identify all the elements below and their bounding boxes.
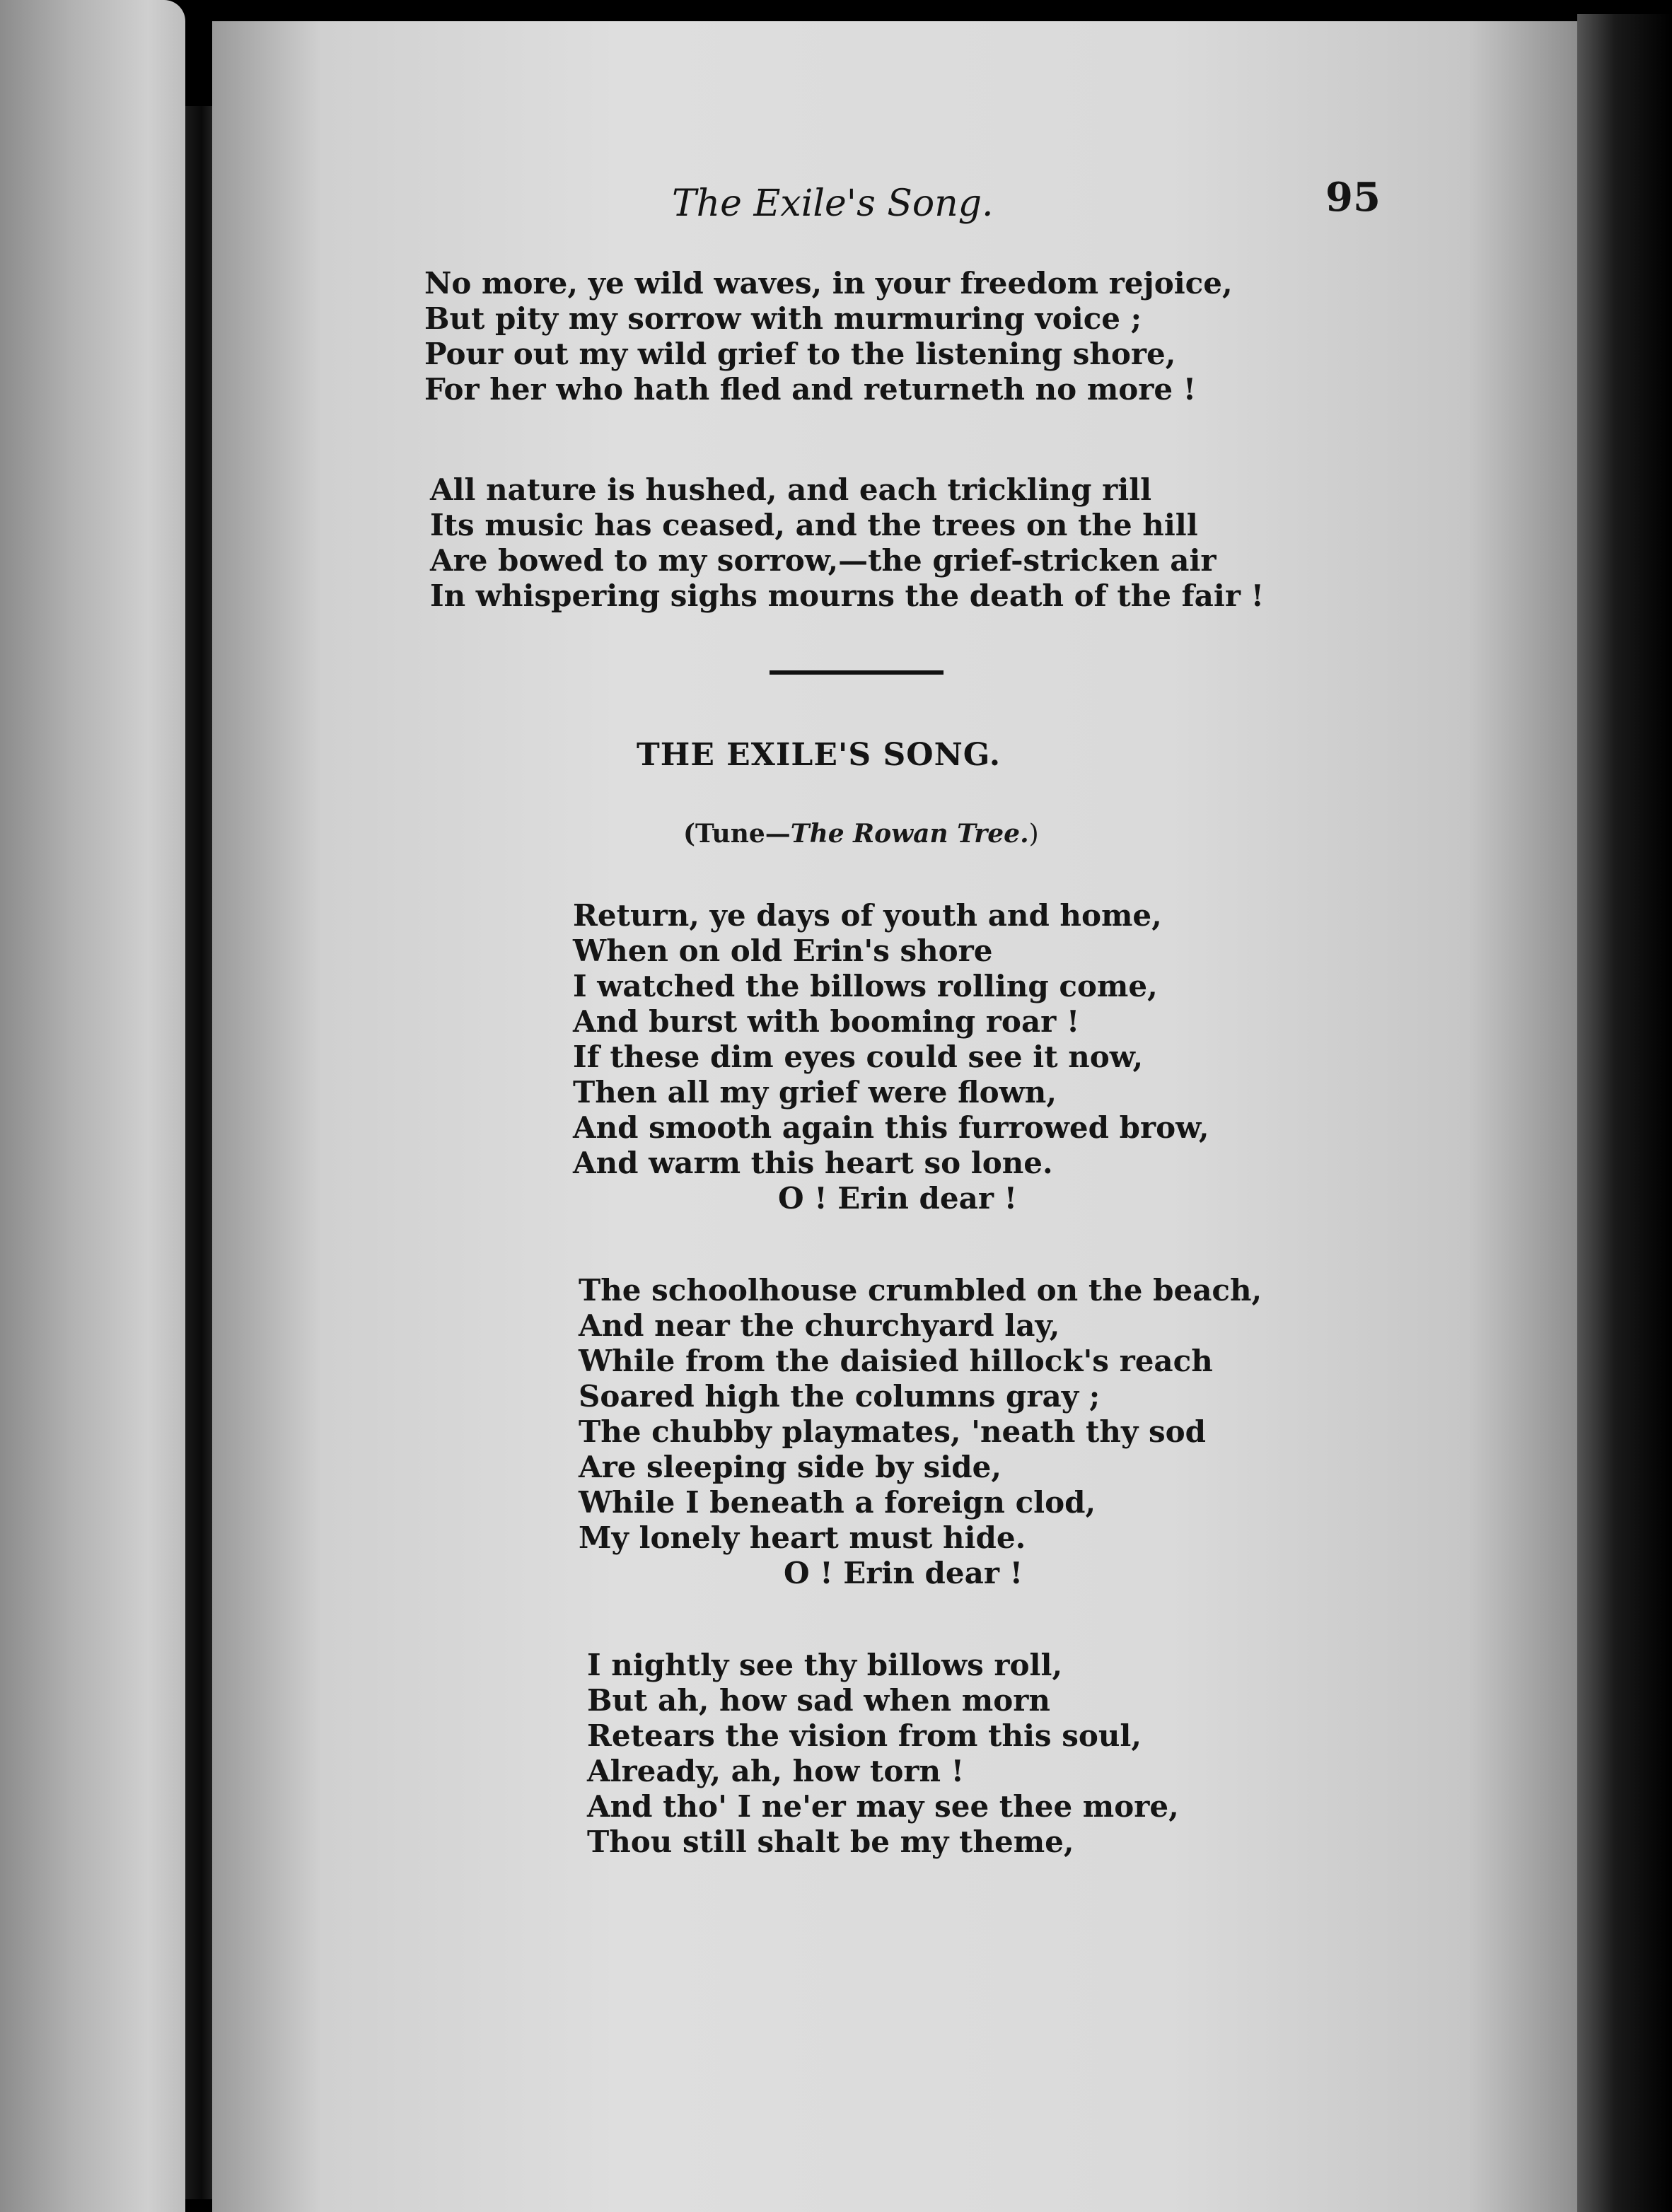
verse-line: Its music has ceased, and the trees on the hill	[430, 508, 1198, 542]
verse-line: Pour out my wild grief to the listening shore,	[424, 337, 1176, 371]
stanza	[587, 1648, 1179, 1860]
verse-line: If these dim eyes could see it now,	[573, 1040, 1144, 1074]
stanza	[579, 1273, 1262, 1591]
verse-line: And tho' I ne'er may see thee more,	[587, 1789, 1179, 1824]
stanza	[430, 472, 1264, 614]
verse-line: And burst with booming roar !	[573, 1004, 1080, 1039]
verse-line: But pity my sorrow with murmuring voice ;	[424, 301, 1142, 336]
verse-line: Are bowed to my sorrow,—the grief-stricken air	[430, 543, 1217, 578]
verse-line: No more, ye wild waves, in your freedom rejoice,	[424, 266, 1233, 301]
verse-line: But ah, how sad when morn	[587, 1683, 1050, 1718]
tune-label: (Tune—	[683, 819, 791, 849]
verse-line: And near the churchyard lay,	[579, 1308, 1060, 1343]
verse-line: And warm this heart so lone.	[573, 1146, 1053, 1180]
refrain-line: O ! Erin dear !	[778, 1181, 1018, 1216]
stanza	[424, 266, 1233, 407]
verse-line: I watched the billows rolling come,	[573, 969, 1158, 1003]
tune-name: The Rowan Tree.	[790, 819, 1029, 849]
verse-line: I nightly see thy billows roll,	[587, 1648, 1063, 1682]
tune-close: )	[1028, 820, 1039, 849]
verse-line: Retears the vision from this soul,	[587, 1718, 1142, 1753]
verse-line: My lonely heart must hide.	[579, 1520, 1026, 1555]
tune-note	[683, 819, 1039, 849]
verse-line: When on old Erin's shore	[573, 933, 993, 968]
verse-line: For her who hath fled and returneth no more !	[424, 372, 1197, 407]
song-title: THE EXILE'S SONG.	[637, 737, 1002, 773]
verse-line: In whispering sighs mourns the death of the fair !	[430, 578, 1265, 613]
verse-line: Are sleeping side by side,	[579, 1450, 1002, 1484]
verse-line: While I beneath a foreign clod,	[579, 1485, 1096, 1520]
verse-line: Then all my grief were flown,	[573, 1075, 1057, 1110]
verse-line: Thou still shalt be my theme,	[587, 1824, 1074, 1859]
running-head: The Exile's Song.	[672, 182, 994, 225]
verse-line: Soared high the columns gray ;	[579, 1379, 1101, 1414]
verse-line: The chubby playmates, 'neath thy sod	[579, 1414, 1207, 1449]
facing-page	[0, 0, 185, 2212]
page-edge	[1577, 14, 1672, 2212]
verse-line: The schoolhouse crumbled on the beach,	[579, 1273, 1262, 1308]
page-number: 95	[1325, 174, 1381, 221]
refrain-line: O ! Erin dear !	[784, 1556, 1023, 1590]
verse-line: And smooth again this furrowed brow,	[573, 1110, 1209, 1145]
verse-line: Already, ah, how torn !	[587, 1754, 965, 1788]
section-divider	[770, 670, 944, 675]
verse-line: Return, ye days of youth and home,	[573, 898, 1162, 933]
verse-line: While from the daisied hillock's reach	[579, 1344, 1213, 1378]
stanza	[573, 898, 1209, 1216]
verse-line: All nature is hushed, and each trickling rill	[430, 472, 1152, 507]
